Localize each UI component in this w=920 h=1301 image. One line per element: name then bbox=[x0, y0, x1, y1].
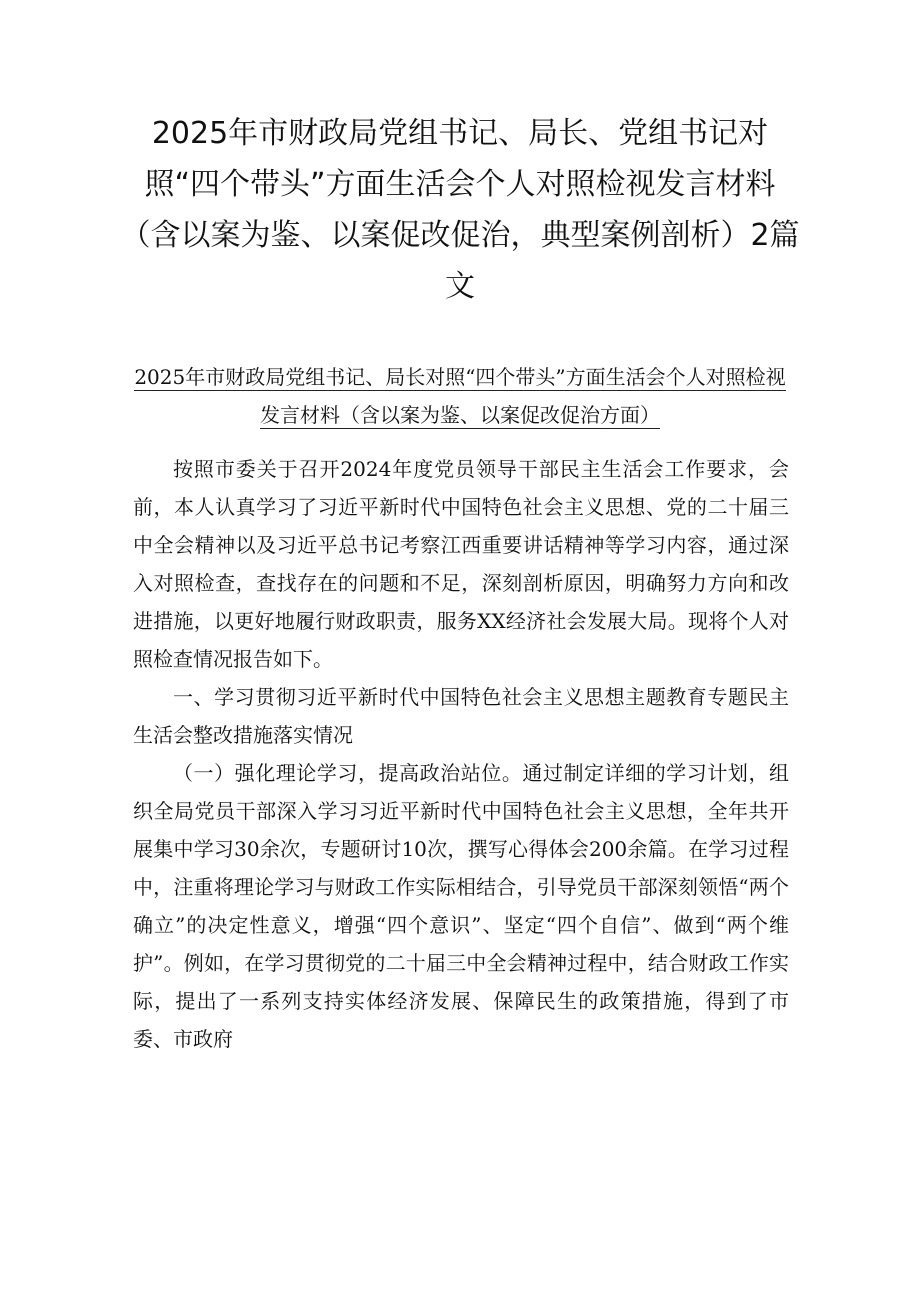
section-heading-1: 一、学习贯彻习近平新时代中国特色社会主义思想主题教育专题民主生活会整改措施落实情况 bbox=[133, 685, 789, 747]
article-subtitle-line-1: 2025年市财政局党组书记、局长对照“四个带头”方面生活会个人对照检视 bbox=[134, 365, 786, 389]
paragraph-theory-study: （一）强化理论学习，提高政治站位。通过制定详细的学习计划，组织全局党员干部深入学习习近平新时代中国特色社会主义思想，全年共开展集中学习30余次，专题研讨10次，撰写心得体会200余篇。在学习过程中，注重将理论学习与财政工作实际相结合，引导党员干部深刻领悟“两个确立”的决定性意义，增强“四个意识”、坚定“四个自信”、做到“两个维护”。例如，在学习贯彻党的二十届三中全会精神过程中，结合财政工作实际，提出了一系列支持实体经济发展、保障民生的政策措施，得到了市委、市政府 bbox=[133, 761, 789, 1051]
paragraph-intro: 按照市委关于召开2024年度党员领导干部民主生活会工作要求，会前，本人认真学习了习近平新时代中国特色社会主义思想、党的二十届三中全会精神以及习近平总书记考察江西重要讲话精神等学习内容，通过深入对照检查，查找存在的问题和不足，深刻剖析原因，明确努力方向和改进措施，以更好地履行财政职责，服务XX经济社会发展大局。现将个人对照检查情况报告如下。 bbox=[133, 457, 789, 671]
document-title: 2025年市财政局党组书记、局长、党组书记对照“四个带头”方面生活会个人对照检视发言材料（含以案为鉴、以案促改促治，典型案例剖析）2篇文 bbox=[120, 116, 800, 304]
article-subtitle-line-2: 发言材料（含以案为鉴、以案促改促治方面） bbox=[260, 403, 660, 427]
article-subtitle bbox=[110, 358, 810, 434]
article-body bbox=[133, 450, 789, 1058]
